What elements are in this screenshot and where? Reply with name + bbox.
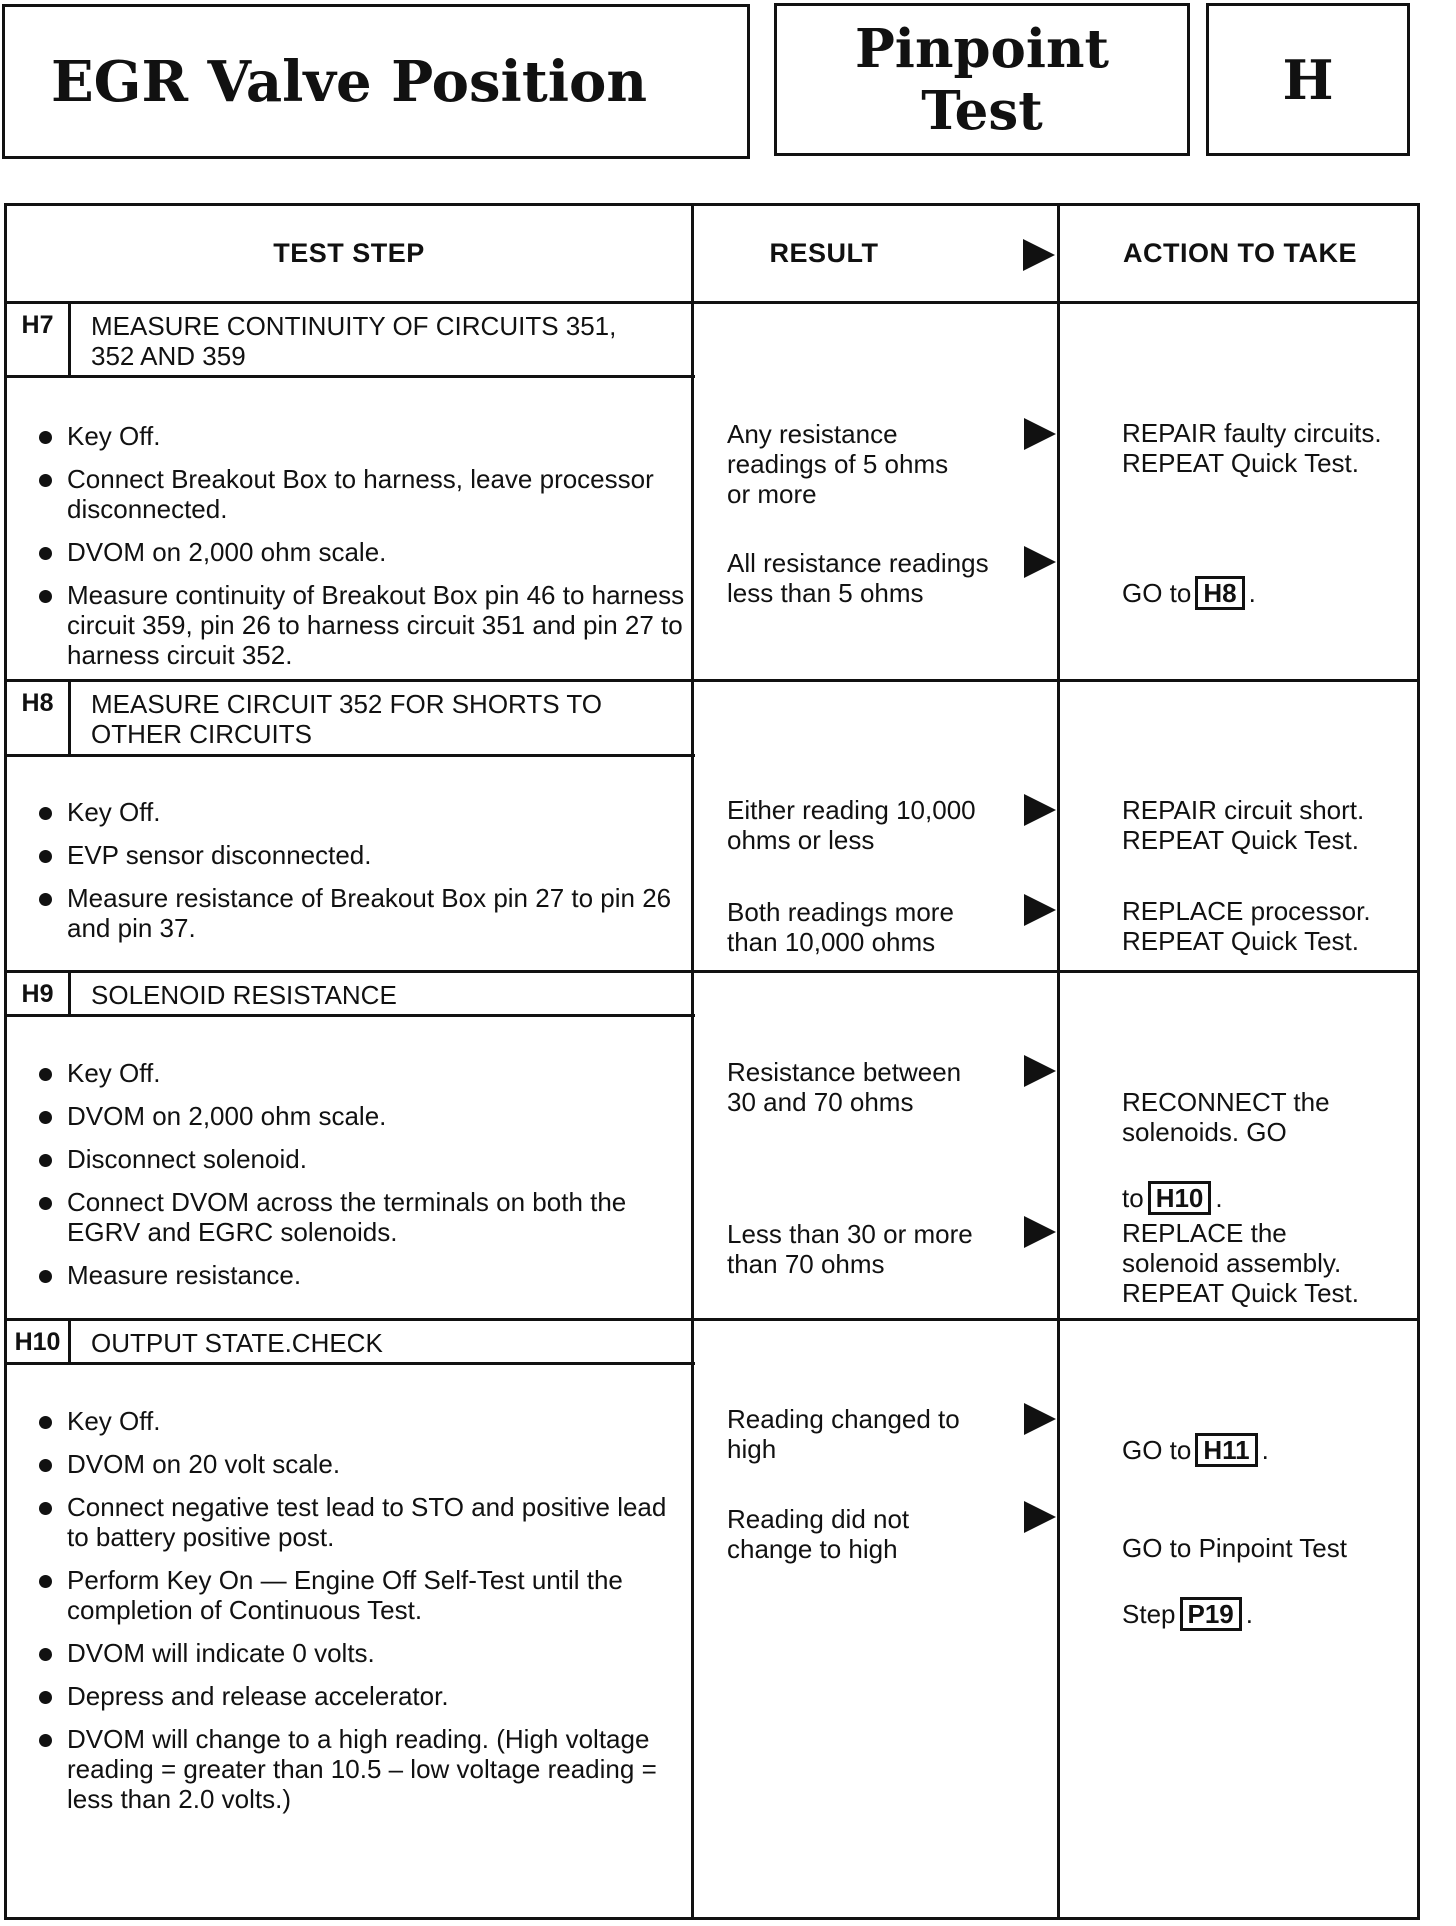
bullet-item: DVOM will change to a high reading. (High voltage reading = greater than 10.5 – low voltage reading = less than 2.0 volts.) bbox=[37, 1724, 687, 1814]
bullet-item: Connect Breakout Box to harness, leave processor disconnected. bbox=[37, 464, 687, 524]
column-header-result-label: RESULT bbox=[769, 238, 879, 268]
bullet-item: Connect DVOM across the terminals on both the EGRV and EGRC solenoids. bbox=[37, 1187, 687, 1247]
test-type-line1: Pinpoint bbox=[854, 17, 1110, 80]
action-h10-2-text: GO to Pinpoint Test bbox=[1122, 1533, 1347, 1563]
step-title-h10: OUTPUT STATE.CHECK bbox=[91, 1328, 383, 1358]
result-h7-2: All resistance readings less than 5 ohms bbox=[727, 548, 989, 608]
bullet-item: Connect negative test lead to STO and positive lead to battery positive post. bbox=[37, 1492, 687, 1552]
result-h10-2: Reading did not change to high bbox=[727, 1504, 910, 1564]
arrow-icon bbox=[1023, 239, 1055, 271]
bullet-item: Key Off. bbox=[37, 1058, 687, 1088]
arrow-icon bbox=[1024, 546, 1056, 578]
column-divider-result bbox=[691, 206, 694, 1917]
arrow-icon bbox=[1024, 1055, 1056, 1087]
result-h8-2: Both readings more than 10,000 ohms bbox=[727, 897, 954, 957]
action-h9-1-text: RECONNECT the solenoids. GO bbox=[1122, 1087, 1330, 1147]
step-bullets-h10 bbox=[37, 1406, 687, 1827]
arrow-icon bbox=[1024, 894, 1056, 926]
test-letter: H bbox=[1206, 3, 1410, 156]
step-bullets-h8 bbox=[37, 797, 687, 956]
bullet-item: Key Off. bbox=[37, 421, 687, 451]
bullet-item: Disconnect solenoid. bbox=[37, 1144, 687, 1174]
bullet-item: EVP sensor disconnected. bbox=[37, 840, 687, 870]
bullet-item: Perform Key On — Engine Off Self-Test until the completion of Continuous Test. bbox=[37, 1565, 687, 1625]
action-h9-1-prefix: to bbox=[1122, 1183, 1144, 1213]
column-header-result bbox=[691, 206, 1057, 301]
step-ref-h10[interactable]: H10 bbox=[1148, 1181, 1212, 1215]
test-type-label bbox=[774, 3, 1190, 156]
step-ref-h8[interactable]: H8 bbox=[1195, 576, 1244, 610]
bullet-item: Key Off. bbox=[37, 797, 687, 827]
arrow-icon bbox=[1024, 1216, 1056, 1248]
arrow-icon bbox=[1024, 1403, 1056, 1435]
action-h7-2 bbox=[1122, 546, 1422, 610]
step-id-h8: H8 bbox=[7, 679, 71, 754]
action-h8-1: REPAIR circuit short. REPEAT Quick Test. bbox=[1122, 795, 1365, 855]
step-title-h9: SOLENOID RESISTANCE bbox=[91, 980, 397, 1010]
result-h8-1: Either reading 10,000 ohms or less bbox=[727, 795, 976, 855]
step-header-h9 bbox=[7, 970, 695, 1017]
step-id-h10: H10 bbox=[7, 1318, 71, 1362]
bullet-item: Measure resistance. bbox=[37, 1260, 687, 1290]
step-title-h8: MEASURE CIRCUIT 352 FOR SHORTS TO OTHER CIRCUITS bbox=[91, 689, 602, 749]
action-h9-1 bbox=[1122, 1057, 1422, 1215]
action-h10-2-prefix: Step bbox=[1122, 1599, 1176, 1629]
bullet-item: Depress and release accelerator. bbox=[37, 1681, 687, 1711]
test-type-line2: Test bbox=[921, 79, 1043, 142]
column-header-test-step: TEST STEP bbox=[273, 238, 425, 268]
bullet-item: Measure resistance of Breakout Box pin 27 to pin 26 and pin 37. bbox=[37, 883, 687, 943]
result-h9-2: Less than 30 or more than 70 ohms bbox=[727, 1219, 973, 1279]
step-header-h10 bbox=[7, 1318, 695, 1365]
step-header-h8 bbox=[7, 679, 695, 757]
step-title-h7: MEASURE CONTINUITY OF CIRCUITS 351, 352 AND 359 bbox=[91, 311, 617, 371]
action-h10-1-suffix: . bbox=[1261, 1435, 1269, 1465]
page-title: EGR Valve Position bbox=[2, 4, 750, 159]
step-header-h7 bbox=[7, 301, 695, 378]
column-header-action: ACTION TO TAKE bbox=[1123, 238, 1357, 268]
bullet-item: DVOM will indicate 0 volts. bbox=[37, 1638, 687, 1668]
arrow-icon bbox=[1024, 794, 1056, 826]
step-id-h9: H9 bbox=[7, 970, 71, 1014]
action-h9-1-suffix: . bbox=[1215, 1183, 1223, 1213]
action-h10-2-suffix: . bbox=[1245, 1599, 1253, 1629]
column-divider-action bbox=[1057, 206, 1060, 1917]
action-h7-1: REPAIR faulty circuits. REPEAT Quick Test. bbox=[1122, 418, 1382, 478]
arrow-icon bbox=[1024, 1501, 1056, 1533]
result-h7-1: Any resistance readings of 5 ohms or more bbox=[727, 419, 949, 509]
action-h8-2: REPLACE processor. REPEAT Quick Test. bbox=[1122, 896, 1371, 956]
result-h10-1: Reading changed to high bbox=[727, 1404, 960, 1464]
action-h10-1-prefix: GO to bbox=[1122, 1435, 1192, 1465]
action-h7-2-suffix: . bbox=[1248, 578, 1256, 608]
step-bullets-h7 bbox=[37, 421, 687, 683]
arrow-icon bbox=[1024, 418, 1056, 450]
bullet-item: Measure continuity of Breakout Box pin 46 to harness circuit 359, pin 26 to harness circuit 351 and pin 27 to harness circuit 352. bbox=[37, 580, 687, 670]
bullet-item: DVOM on 2,000 ohm scale. bbox=[37, 1101, 687, 1131]
pinpoint-test-table bbox=[4, 203, 1420, 1920]
action-h10-1 bbox=[1122, 1403, 1422, 1467]
action-h9-2: REPLACE the solenoid assembly. REPEAT Quick Test. bbox=[1122, 1218, 1359, 1308]
step-id-h7: H7 bbox=[7, 301, 71, 375]
action-h7-2-prefix: GO to bbox=[1122, 578, 1192, 608]
result-h9-1: Resistance between 30 and 70 ohms bbox=[727, 1057, 962, 1117]
step-bullets-h9 bbox=[37, 1058, 687, 1303]
action-h10-2 bbox=[1122, 1503, 1422, 1631]
bullet-item: DVOM on 2,000 ohm scale. bbox=[37, 537, 687, 567]
step-ref-h11[interactable]: H11 bbox=[1195, 1433, 1257, 1467]
bullet-item: DVOM on 20 volt scale. bbox=[37, 1449, 687, 1479]
step-ref-p19[interactable]: P19 bbox=[1180, 1597, 1242, 1631]
bullet-item: Key Off. bbox=[37, 1406, 687, 1436]
